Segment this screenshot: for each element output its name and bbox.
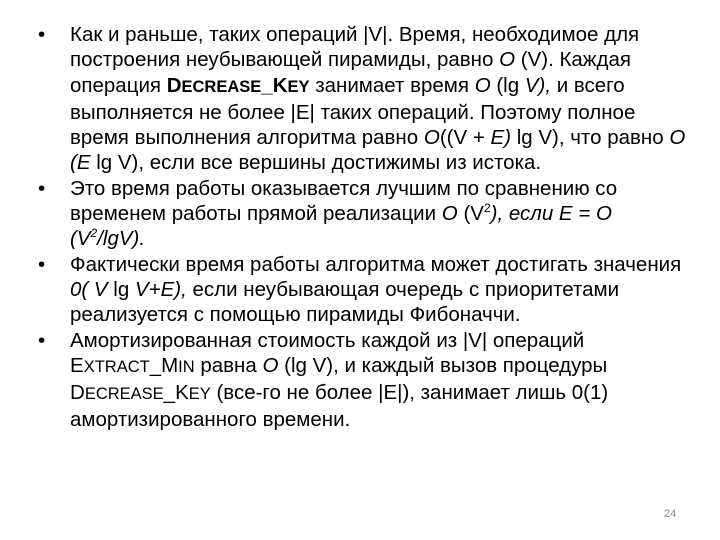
text-run: V),	[524, 73, 552, 97]
text-run: O	[499, 48, 516, 72]
bullet-text	[70, 329, 608, 432]
text-run: Это время работы оказывается лучшим по сравнению со временем работы прямой реализации	[70, 176, 618, 226]
bullet-dot-icon: •	[38, 176, 46, 200]
text-run: O (E	[70, 126, 686, 175]
text-run: EY	[188, 385, 211, 404]
bullet-dot-icon: •	[38, 252, 46, 276]
bullet-text	[70, 177, 617, 251]
text-run: ), если E = O (V	[70, 202, 612, 251]
text-run: O	[441, 202, 458, 226]
text-run: XTRACT	[83, 357, 150, 376]
text-run: 0( V	[70, 277, 108, 301]
text-run: Амортизированная стоимость каждой из |V| операций E	[70, 328, 585, 377]
text-run: V+E),	[134, 277, 187, 301]
text-run: занимает время	[309, 73, 475, 97]
bullet-item	[38, 176, 688, 252]
text-run: _M	[149, 353, 179, 377]
text-run: O	[423, 126, 440, 150]
text-run: (lg V), и каждый вызов процедуры D	[70, 353, 608, 405]
text-run: lg V), если все вершины достижимы из истока.	[90, 151, 542, 175]
page-number: 24	[664, 508, 677, 520]
text-run: lg V), что равно	[511, 126, 670, 150]
text-run: IN	[178, 357, 195, 376]
text-run: Как и раньше, таких операций |V|. Время, необходимое для построения неубывающей пирамиды, равно	[70, 23, 640, 72]
text-run: (lg	[490, 73, 525, 97]
bullet-item	[38, 328, 688, 433]
text-run: (V). Каждая операция	[70, 48, 631, 97]
bullet-dot-icon: •	[38, 23, 46, 46]
text-run: _K	[163, 381, 189, 405]
text-run: lg	[107, 277, 135, 301]
text-run: D	[166, 73, 182, 97]
text-run: ((V +	[439, 126, 491, 150]
text-run: Фактически время работы алгоритма может достигать значения	[70, 252, 682, 276]
text-run: E)	[490, 126, 512, 150]
bullet-text	[70, 23, 685, 174]
text-run: ECREASE	[181, 77, 262, 96]
text-run: ECREASE	[84, 385, 164, 404]
text-run: (все-го не более |E|), занимает лишь 0(1) амортизированного времени.	[70, 381, 609, 432]
text-run: /lgV).	[97, 227, 146, 251]
bullet-text	[70, 253, 681, 327]
text-run: если неубывающая очередь с приоритетами реализуется с помощью пирамиды Фибоначчи.	[70, 277, 620, 327]
text-run: _K	[261, 73, 288, 97]
bullet-dot-icon: •	[38, 328, 46, 352]
text-run: O	[262, 353, 279, 377]
text-run: 2	[483, 201, 491, 216]
bullet-item	[38, 22, 688, 176]
text-run: (V	[457, 202, 484, 226]
bullet-item	[38, 252, 688, 328]
bullet-list	[38, 22, 688, 433]
text-run: 2	[90, 226, 98, 241]
text-run: EY	[287, 77, 310, 96]
text-run: равна	[194, 353, 263, 377]
text-run: O	[474, 73, 491, 97]
text-run: и всего выполняется не более |E| таких операций. Поэтому полное время выполнения алгоритма равно	[70, 73, 636, 150]
